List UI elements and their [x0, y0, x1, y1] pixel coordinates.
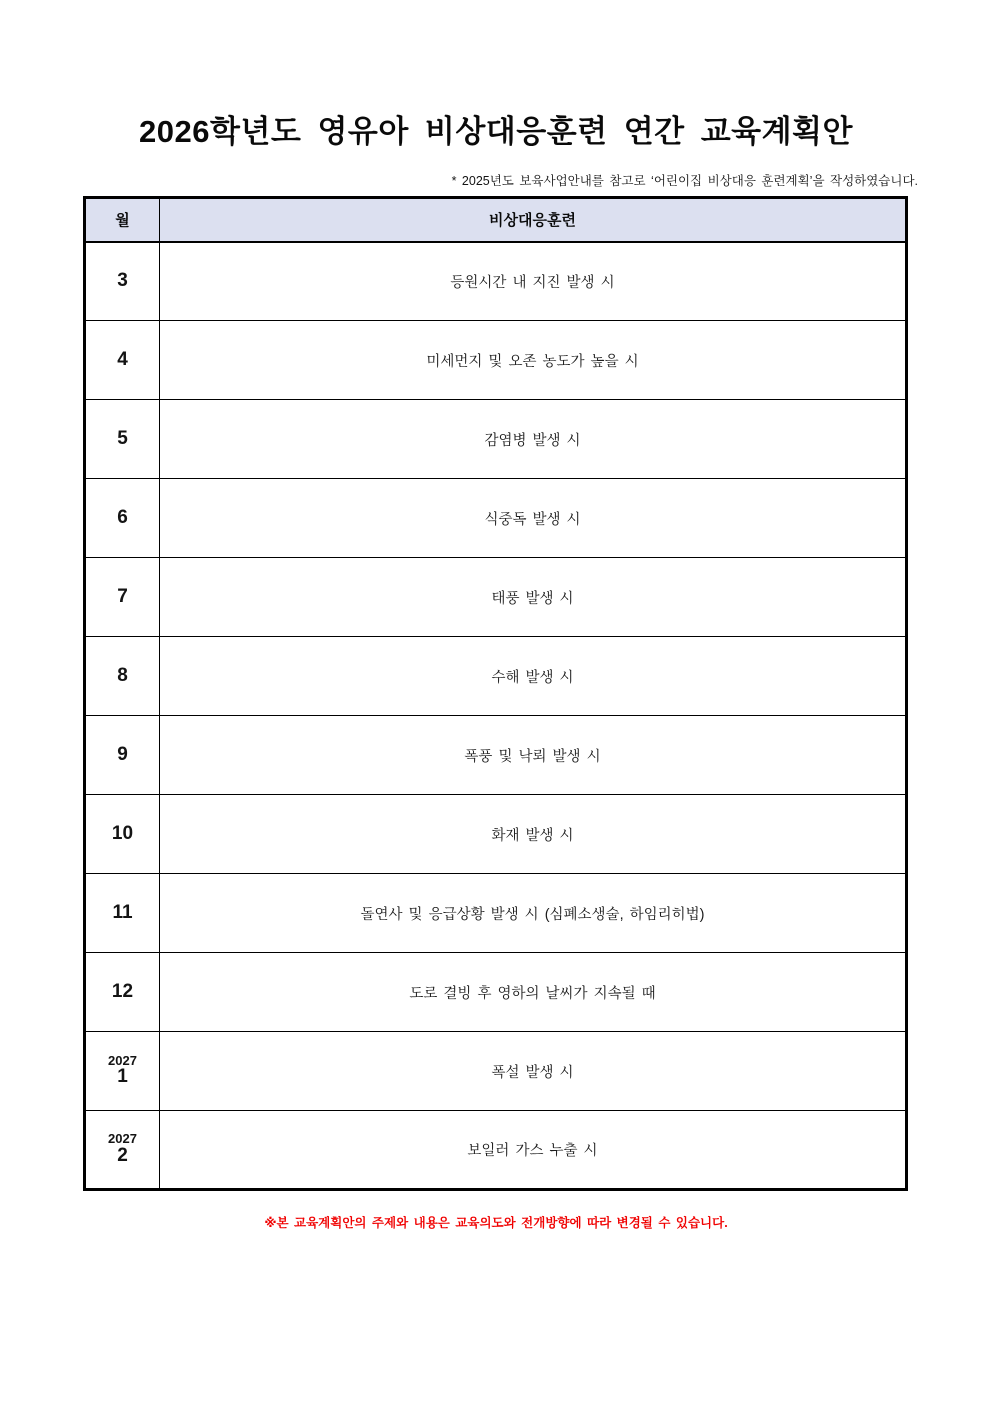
month-cell [85, 874, 160, 953]
table-row [85, 1032, 907, 1111]
training-cell: 화재 발생 시 [160, 795, 907, 874]
col-header-training: 비상대응훈련 [160, 198, 907, 242]
page-title: 2026학년도 영유아 비상대응훈련 연간 교육계획안 [139, 114, 853, 149]
table-row [85, 795, 907, 874]
training-cell: 미세먼지 및 오존 농도가 높을 시 [160, 321, 907, 400]
footnote: ※본 교육계획안의 주제와 내용은 교육의도와 전개방향에 따라 변경될 수 있습니다. [264, 1216, 728, 1230]
training-cell: 폭풍 및 낙뢰 발생 시 [160, 716, 907, 795]
month-cell [85, 1111, 160, 1190]
table-row [85, 242, 907, 321]
table-row [85, 321, 907, 400]
table-header [85, 198, 907, 242]
annual-plan-table [83, 196, 908, 1191]
month-label: 11 [112, 901, 133, 923]
month-label: 8 [117, 664, 128, 686]
table-row [85, 874, 907, 953]
training-cell: 돌연사 및 응급상황 발생 시 (심폐소생술, 하임리히법) [160, 874, 907, 953]
month-label: 1 [117, 1066, 128, 1088]
month-label: 10 [111, 822, 134, 844]
month-label: 7 [117, 585, 128, 607]
year-label: 2027 [108, 1052, 137, 1068]
training-cell: 식중독 발생 시 [160, 479, 907, 558]
subtitle-note: * 2025년도 보육사업안내를 참고로 ‘어린이집 비상대응 훈련계획’을 작성하였습니다. [451, 174, 918, 188]
table-row [85, 953, 907, 1032]
year-label: 2027 [108, 1131, 137, 1147]
training-cell: 등원시간 내 지진 발생 시 [160, 242, 907, 321]
training-cell: 수해 발생 시 [160, 637, 907, 716]
month-label: 3 [117, 269, 128, 291]
month-label: 6 [117, 506, 128, 528]
table-row [85, 637, 907, 716]
training-cell: 보일러 가스 누출 시 [160, 1111, 907, 1190]
table-row [85, 400, 907, 479]
month-cell [85, 637, 160, 716]
table-row [85, 479, 907, 558]
header-row [85, 198, 907, 242]
table-row [85, 716, 907, 795]
month-cell [85, 716, 160, 795]
month-label: 4 [117, 348, 128, 370]
month-label: 12 [111, 980, 134, 1002]
training-cell: 감염병 발생 시 [160, 400, 907, 479]
month-cell [85, 479, 160, 558]
month-cell [85, 953, 160, 1032]
month-cell [85, 242, 160, 321]
month-cell [85, 558, 160, 637]
training-cell: 태풍 발생 시 [160, 558, 907, 637]
training-cell: 도로 결빙 후 영하의 날씨가 지속될 때 [160, 953, 907, 1032]
month-label: 5 [117, 427, 128, 449]
month-cell [85, 321, 160, 400]
month-label: 2 [117, 1144, 128, 1166]
month-cell [85, 795, 160, 874]
training-cell: 폭설 발생 시 [160, 1032, 907, 1111]
table-body [85, 242, 907, 1190]
col-header-month: 월 [85, 198, 160, 242]
table-row [85, 1111, 907, 1190]
month-cell [85, 400, 160, 479]
month-label: 9 [117, 743, 128, 765]
month-cell [85, 1032, 160, 1111]
table-row [85, 558, 907, 637]
